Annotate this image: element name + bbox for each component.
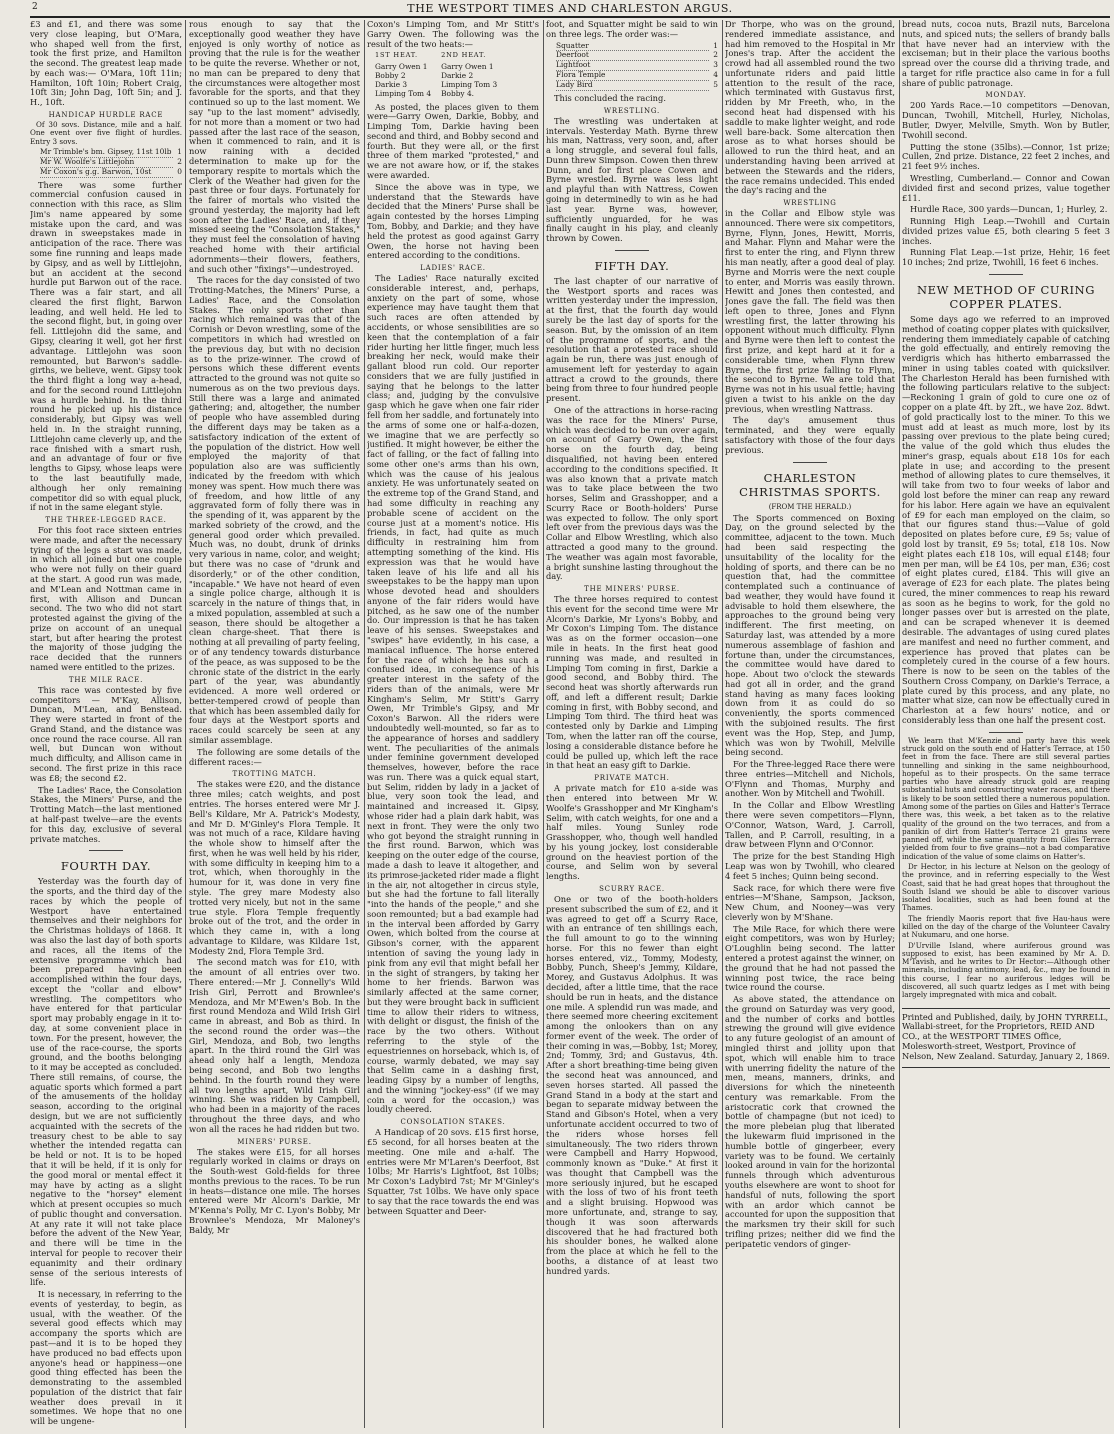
paragraph: The Ladies' Race, the Consolation Stakes, the Miners' Purse, and the Trotting Match—the last mentioned at half-past twelve—are the events for this day, exclusive of several private matches. <box>30 784 182 844</box>
paragraph: This concluded the racing. <box>554 92 666 103</box>
paragraph: A private match for £10 a-side was then entered into between Mr W. Woolfe's Grasshopper and Mr Kingham's Selim, with catch weights, for one and a half miles. Young Sunley rode Grasshopper, who, though well handled by his young jockey, lost considerable ground on the heaviest portion of the course, and Selim won by several lengths. <box>546 783 718 882</box>
paragraph: A Handicap of 20 sovs. £15 first horse, £5 second, for all horses beaten at the meeting. One mile and a-half. The entries were Mr M'Laren's Deerfoot, 8st 10lbs; Mr Harris's Lightfoot, 8st 10lbs; Mr Coxon's Ladybird 7st; Mr M'Ginley's Squatter, 7st 10lbs. We have only space to say that the race towards the end was between Squatter and Deer- <box>367 1127 539 1216</box>
paragraph: The Mile Race, for which there were eight competitors, was won by Hurley; O'Loughlin being second. The latter entered a protest against the winner, on the ground that he had not passed the winning post twice, the race being twice round the course. <box>725 923 895 993</box>
section-heading: CONSOLATION STAKES. <box>400 1118 506 1127</box>
paragraph: Since the above was in type, we understand that the Stewards have decided that the Miners' Purse shall be again contested by the horses Limping Tom, Bobby, and Darkie; and they have held the protest as good against Garry Owen, the horse not having been entered according to the conditions. <box>367 181 539 261</box>
paragraph: The Ladies' Race naturally excited considerable interest, and, perhaps, anxiety on the part of some, whose experience may have taught them that such races are often attended by accidents, or whose sensibilities are so keen that the contemplation of a fair rider hurting her little finger, much less breaking her neck, would make their gallant blood run cold. Our reporter considers that we are fully justified in saying that he belongs to the latter class; and, judging by the convulsive gasp which he gave when one fair rider fell from her saddle, and fortunately into the arms of some one or half-a-dozen, we imagine that we are perfectly so justified. It might however, be either the fact of falling, or the fact of falling into some other one's arms than his own, which was the cause of his jealous anxiety. He was unfortunately seated on the extreme top of the Grand Stand, and had some difficulty in reaching any probable scene of accident on the course just at a moment's notice. His friends, in fact, had quite as much difficulty in restraining him from attempting something of the kind. His expression was that he would have taken leave of his life and all his sweepstakes to be the happy man upon whose devoted head and shoulders anyone of the fair riders would have pitched, as he saw one of the number do. Our impression is that he has taken leave of his senses. Sweepstakes and "swipes" have evidently, in his case, a maniacal influence. The horse entered for the race of which he has such a confused idea, in consequence of his greater interest in the safety of the riders than of the animals, were Mr Kingham's Selim, Mr Stitt's Garry Owen, Mr Trimble's Gipsy, and Mr Coxon's Barwon. All the riders were undoubtedly well-mounted, so far as to the appearance of horses and saddlery went. The peculiarities of the animals under feminine government developed themselves, however, before the race was run. There was a quick equal start, but Selim, ridden by lady in a jacket of blue, very soon took the lead, and maintained and increased it. Gipsy, whose rider had a plain dark habit, was next in front. They were the only two who got beyond the straight running in the first round. Barwon, which was keeping on the outer edge of the course, made a dash to leave it altogether, and its primrose-jacketed rider made a flight in the air, not altogether in circus style, but she had the fortune to fall literally "into the hands of the people," and she soon remounted; but a bad example had in the interval been afforded by Garry Owen, which bolted from the course at Gibson's corner, with the apparent intention of saving the young lady in pink from any evil that might befall her in the sight of strangers, by taking her home to her friends. Barwon was similarly affected at the same corner, but they were brought back in sufficient time to allow their riders to witness, with delight or disgust, the finish of the race by the two others. Without referring to the style of the equestriennes on horseback, which is, of course, warmly debated, we may say that Selim came in a dashing first, leading Gipsy by a number of lengths, and the winning "jockey-ess" (if we may coin a word for the occasion,) was loudly cheered. <box>367 273 539 1115</box>
paragraph: £3 and £1, and there was some very close leaping, but O'Mara, who shaped well from the first, took the first prize, and Hamilton the second. The greatest leap made by each was:— O'Mara, 10ft 11in; Hamilton, 10ft 10in; Robert Craig, 10ft 3in; John Dag, 10ft 5in; and J. H., 10ft. <box>30 20 182 108</box>
result-row: Deerfoot 2 <box>556 50 718 60</box>
heat-header: 2ND HEAT. <box>441 51 487 60</box>
paragraph: The day's amusement thus terminated, and they were equally satisfactory with those of the four days previous. <box>725 415 895 455</box>
paragraph: As above stated, the attendance on the ground on Saturday was very good, and the number of corks and bottles strewing the ground will give evidence to any future geologist of an amount of mingled thirst and jollity upon that spot, which will enable him to trace with unerring fidelity the nature of the men, means, manners, drinks, and diversions for which the nineteenth century was remarkable. From the aristocratic cork that crowned the bottle of champagne (but not iced) to the more plebeian plug that liberated the lukewarm fluid imprisoned in the humble bottle of gingerbeer, every variety was to be found. We certainly looked around in vain for the horizontal funnels through which adventurous youths elsewhere are wont to shoot for handsful of nuts, following the sport with an ardor which cannot be accounted for upon the supposition that the marksmen try their skill for such trifling prizes; neither did we find the peripatetic vendors of ginger- <box>725 994 895 1249</box>
page-number: 2 <box>32 2 38 12</box>
paragraph: The Sports commenced on Boxing Day, on the ground selected by the committee, adjacent to the town. Much had been said respecting the unsuitability of the locality for the holding of sports, and there can be no question that, had the committee contemplated such a continuance of bad weather, they would have found it advisable to hold them elsewhere, the approaches to the ground being very indifferent. The first meeting, on Saturday last, was attended by a more numerous assemblage of fashion and fortune than, under the circumstances, the committee would have dared to hope. About two o'clock the stewards had got all in order, and the grand stand having as many faces looking down from it as could do so conveniently, the sports commenced with the subjoined results. The first event was the Hop, Step, and Jump, which was won by Twohill, Melville being second. <box>725 512 895 758</box>
article-heading: CHARLESTON CHRISTMAS SPORTS. <box>739 470 881 499</box>
divider <box>989 732 1023 733</box>
paragraph: The stakes were £20, and the distance three miles; catch weights, and post entries. The horses entered were Mr J. Bell's Kildare, Mr A. Patrick's Modesty, and Mr D. M'Ginley's Flora Temple. It was not much of a race, Kildare having the whole show to himself after the first, when he was well held by his rider, with some difficulty in keeping him to a trot, which, when thoroughly in the humour for it, was done in very fine style. The grey mare Modesty also trotted very nicely, but not in the same true style. Flora Temple frequently broke out of the trot, and the order in which they came in, with a long advantage to Kildare, was Kildare 1st, Modesty 2nd, Flora Temple 3rd. <box>189 779 360 956</box>
heat-header: 1ST HEAT. <box>375 51 418 60</box>
table-row: Darkie 3 Limping Tom 3 <box>375 80 498 90</box>
divider <box>989 274 1023 275</box>
column-rule <box>543 20 544 1428</box>
paragraph: This race was contested by five competitors — M'Kay, Allison, Duncan, M'Lean, and Benstead. They were started in front of the Grand Stand, and the distance was once round the race course. All ran well, but Duncan won without much difficulty, and Allison came in second. The first prize in this race was £8; the second £2. <box>30 684 182 783</box>
section-heading: LADIES' RACE. <box>420 264 486 273</box>
column-3 <box>367 20 539 1428</box>
article-heading: FIFTH DAY. <box>594 258 670 273</box>
section-heading: SCURRY RACE. <box>599 884 665 893</box>
article-heading: FOURTH DAY. <box>60 859 152 874</box>
column-6 <box>902 20 1110 1428</box>
paragraph: The stakes were £15, for all horses regularly worked in claims or drays on the South-west Gold-fields for three months previous to the races. To be run in heats—distance one mile. The horses entered were Mr Alcorn's Darkie, Mr M'Kenna's Polly, Mr C. Lyon's Bobby, Mr Brownlee's Mendoza, Mr Maloney's Baldy, Mr <box>189 1146 360 1235</box>
column-2 <box>189 20 360 1428</box>
news-item: D'Urville Island, where auriferous ground was supposed to exist, has been examined by Mr A. D. M'Tavish, and he writes to Dr Hector:—Although other minerals, including antimony, lead, &c., may be found in this course, I fear no auriferous ledges will be discovered, all such quartz ledges as I met with being largely impregnated with mica and cobalt. <box>902 940 1110 1000</box>
table-row: Limping Tom 4 Bobby 4. <box>375 89 475 99</box>
paragraph: bread nuts, cocoa nuts, Brazil nuts, Barcelona nuts, and spiced nuts; the sellers of brandy balls that have never had an interview with the exciseman; but in their place the various booths spread over the course did a thriving trade, and a target for rifle practice also came in for a full share of public patronage. <box>902 20 1110 88</box>
race-conditions: Of 30 sovs. Distance, mile and a half. One event over five flight of hurdles. Entry 3 sovs. <box>30 120 182 146</box>
column-rule <box>364 20 365 1428</box>
column-rule <box>899 20 900 1428</box>
paragraph: Coxon's Limping Tom, and Mr Stitt's Garry Owen. The following was the result of the two heats:— <box>367 20 539 49</box>
section-heading: HANDICAP HURDLE RACE <box>48 111 164 120</box>
table-row: Bobby 2 Darkie 2 <box>375 70 474 80</box>
imprint <box>902 1008 1110 1069</box>
table-row: Garry Owen 1 Garry Owen 1 <box>375 61 494 71</box>
section-heading: THE THREE-LEGGED RACE. <box>45 516 167 525</box>
results-list <box>556 42 718 91</box>
paragraph: As posted, the places given to them were—Garry Owen, Darkie, Bobby, and Limping Tom, Darkie having been second and third, and Bobby second and fourth. But they were all, or the first three of them marked "protested," and we are not aware how, or if, the stakes were awarded. <box>367 101 539 181</box>
masthead <box>30 0 1110 18</box>
section-heading: THE MINERS' PURSE. <box>584 585 680 594</box>
section-heading: THE MILE RACE. <box>68 675 144 684</box>
paragraph: It is necessary, in referring to the events of yesterday, to begin, as usual, with the weather. Of the several good effects which may accompany the sports which are past—and it is to be hoped they have produced no bad effects upon anyone's head or happiness—one good thing effected has been the demonstrating to the assembled population of the district that fair weather does prevail in it sometimes. We hope that no one will be ungene- <box>30 1289 182 1427</box>
result-row: Lightfoot 3 <box>556 60 718 70</box>
paragraph: rous enough to say that the exceptionally good weather they have enjoyed is only worthy of notice as proving that the rule is for the weather to be quite the reverse. Whether or not, no man can be prepared to deny that the circumstances were altogether most favorable for the sports, and that they continued so up to the last moment. We say "up to the last moment" advisedly, for not more than a moment or two had passed after the last race of the season, when it commenced to rain, and it is now raining with a decided determination to make up for the temporary respite to mortals which the Clerk of the Weather had given for the past three or four days. Fortunately for the fairer of mortals who visited the ground yesterday, the majority had left soon after the Ladies' Race, and, if they missed seeing the "Consolation Stakes," they must feel the consolation of having reached home with their artificial adornments—their flowers, feathers, and such other "fixings"—undestroyed. <box>189 20 360 274</box>
news-item: The friendly Maoris report that five Hau-haus were killed on the day of the charge of the Volunteer Cavalry at Nukumaru, and one horse. <box>902 913 1110 940</box>
paragraph: Running Flat Leap.—1st prize, Hehir, 16 feet 10 inches; 2nd prize, Twohill, 16 feet 6 inches. <box>902 247 1110 268</box>
paragraph: in the Collar and Elbow style was announced. There were six competitors, Byrne, Flynn, Jones, Hewitt, Morris, and Mahar. Flynn and Mahar were the first to enter the ring, and Flynn threw his man neatly, after a good deal of play. Byrne and Morris were the next couple to enter, and Morris was easily thrown. Hewitt and Jones then contested, and Jones gave the fall. The field was then left open to three, Jones and Flynn wrestling first, the latter throwing his opponent without much difficulty. Flynn and Byrne were then left to contest the first prize, and kept hard at it for a considerable time, when Flynn threw Byrne, the first prize falling to Flynn, the second to Byrne. We are told that Byrne was not in his usual fettle; having given a twist to his ankle on the day previous, when wrestling Nattrass. <box>725 208 895 414</box>
paragraph: The three horses required to contest this event for the second time were Mr Alcorn's Darkie, Mr Lyons's Bobby, and Mr Coxon's Limping Tom. The distance was as on the former occasion—one mile in heats. In the first heat good running was made, and resulted in Limping Tom coming in first, Darkie a good second, and Bobby third. The second heat was shortly afterwards run off, and left a different result; Darkie coming in first, with Bobby second, and Limping Tom third. The third heat was contested only by Darkie and Limping Tom, when the latter ran off the course, losing a considerable distance before he could be pulled up, which left the race in that heat an easy gift to Darkie. <box>546 594 718 771</box>
news-item: Dr Hector, in his lecture at Nelson on the geology of the province, and in referring especially to the West Coast, said that he had great hopes that throughout the South Island we should be able to discover various isolated localities, such as had been found at the Thames. <box>902 862 1110 913</box>
section-heading: PRIVATE MATCH. <box>594 774 670 783</box>
paragraph: In the Collar and Elbow Wrestling there were seven competitors—Flynn, O'Connor, Watson, Ward, J. Carroll, Tallen, and P. Carroll, resulting, in a draw between Flynn and O'Connor. <box>725 800 895 850</box>
section-heading: WRESTLING. <box>603 106 661 115</box>
paragraph: One or two of the booth-holders present subscribed the sum of £2, and it was agreed to get off a Scurry Race, with an entrance of ten shillings each, the full amount to go to the winning horse. For this no fewer than eight horses entered, viz., Tommy, Modesty, Bobby, Punch, Sheep's Jemmy, Kildare, Morey, and Gustavus Adolphus. It was decided, after a little time, that the race should be run in heats, and the distance one mile. A splendid run was made, and there seemed more cheering excitement among the onlookers than on any former event of the week. The order of their coming in was,—Bobby, 1st; Morey, 2nd; Tommy, 3rd; and Gustavus, 4th. After a short breathing-time being given the second heat was announced, and seven horses started. All passed the Grand Stand in a body at the start and began to separate midway between the Stand and Gibson's Hotel, when a very unfortunate accident occurred to two of the riders whose horses fell simultaneously. The two riders thrown were Campbell and Harry Hopwood, commonly known as "Duke." At first it was thought that Campbell was the more seriously injured, but he escaped with the loss of two of his front teeth and a slight bruising. Hopwood was more unfortunate, and, strange to say, though it was soon afterwards discovered that he had fractured both his shoulder bones, he walked alone from the place at which he fell to the booths, a distance of at least two hundred yards. <box>546 893 718 1276</box>
result-row: Mr Coxon's g.g. Barwon, 10st 0 <box>40 166 182 176</box>
paragraph: Wrestling, Cumberland.— Connor and Cowan divided first and second prizes, value together £11. <box>902 172 1110 203</box>
divider <box>615 250 649 251</box>
paragraph: The following are some details of the different races:— <box>189 746 360 767</box>
column-5 <box>725 20 895 1428</box>
article-source: (FROM THE HERALD.) <box>768 502 852 511</box>
section-heading: TROTTING MATCH. <box>232 770 317 779</box>
paragraph: Sack race, for which there were five entries—M'Shane, Sampson, Jackson, New Chum, and Nooney—was very cleverly won by M'Shane. <box>725 882 895 922</box>
paragraph: 200 Yards Race.—10 competitors —Denovan, Duncan, Twohill, Mitchell, Hurley, Nicholas, Butler, Dwyer, Melville, Smyth. Won by Butler, Twohill second. <box>902 100 1110 140</box>
result-row: Flora Temple 4 <box>556 70 718 80</box>
result-row: Mr W. Woolfe's Littlejohn 2 <box>40 156 182 166</box>
paragraph: Yesterday was the fourth day of the sports, and the third day of the races by which the people of Westport have entertained themselves and their neighbors for the Christmas holidays of 1868. It was also the last day of both sports and races, all the items of the extensive programme which had been prepared having been accomplished within the four days, except the "collar and elbow" wrestling. The competitors who have entered for that particular sport may probably engage in it to-day, at some convenient place in town. For the present, however, the use of the race-course, the sports ground, and the booths belonging to it may be accepted as concluded. There still remains, of course, the aquatic sports which formed a part of the amusements of the holiday season, according to the original design, but we are not sufficiently acquainted with the secrets of the treasury chest to be able to say whether the intended regatta can be held or not. It is to be hoped that it will be held, if it is only for the good moral or mental effect it may have by acting as a slight negative to the "horsey" element which at present occupies so much of public thought and conversation. At any rate it will not take place before the advent of the New Year, and there will be time in the interval for people to recover their equanimity and their ordinary sense of the serious interests of life. <box>30 876 182 1288</box>
result-row: Lady Bird 5 <box>556 80 718 90</box>
paragraph: For this foot race sixteen entries were made, and after the necessary tying of the legs a start was made, in which all joined but one couple who were not fully on their guard at the start. A good run was made, and M'Lean and Nottman came in first, with Allison and Duncan second. The two who did not start protested against the giving of the prize on account of an unequal start, but after hearing the protest the majority of those judging the race decided that the runners named were entitled to the prizes. <box>30 525 182 672</box>
paragraph: The races for the day consisted of two Trotting-Matches, the Miners' Purse, a Ladies' Race, and the Consolation Stakes. The only sports other than racing which remained was that of the Cornish or Devon wrestling, some of the competitors in which had wrestled on the previous day, but with no decision as to the prize-winner. The crowd of persons which these different events attracted to the ground was not quite so numerous as on the two previous days. Still there was a large and animated gathering; and, altogether, the number of people who have assembled during the different days may be taken as a satisfactory indication of the extent of the population of the district. How well employed the majority of that population also are was sufficiently indicated by the freedom with which money was spent. How much there was of freedom, and how little of any aggravated form of folly there was in the spending of it, was apparent by the marked sobriety of the crowd, and the general good order which prevailed. Much was, no doubt, drunk of drinks very various in name, color, and weight; but there was no case of "drunk and disorderly," or of the other condition, "incapable." We have not heard of even a single police charge, although it is scarcely in the nature of things that, in a mixed population, assembled at such a season, there should be altogether a clean charge-sheet. That there is nothing at all prevailing of party feeling, or of any tendency towards disturbance of the peace, as was supposed to be the chronic state of the district in the early part of the year, was abundantly evidenced. A more well ordered or better-tempered crowd of people than that which has been assembled daily for four days at the Westport sports and races could scarcely be seen at any similar assemblage. <box>189 275 360 746</box>
paragraph: Running High Leap.—Twohill and Curtain divided prizes value £5, both clearing 5 feet 3 inches. <box>902 216 1110 246</box>
section-heading: MONDAY. <box>985 91 1027 100</box>
paragraph: Hurdle Race, 300 yards—Duncan, 1; Hurley, 2. <box>910 204 1108 215</box>
results-list <box>40 148 182 178</box>
paragraph: There was some further commercial confusion caused in connection with this race, as Slim Jim's name appeared by some mistake upon the card, and was drawn in sweepstakes made in anticipation of the race. There was some fine running and leaps made by Gipsy, and as well by Littlejohn, but an accident at the second hurdle put Barwon out of the race. There was a fair start, and all cleared the first flight, Barwon leading, and well held. He led to the second flight, but, in going over fell. Littlejohn did the same, and Gipsy, clearing it well, got her first advantage. Littlejohn was soon remounted, but Barwon's saddle-girths, we believe, went. Gipsy took the third flight a long way a-head, and for the second round Littlejohn was a hurdle behind. In the third round he picked up his distance considerably, but Gipsy was well held in. In the straight running, Littlejohn came cleverly up, and the race finished with a smart rush, and an advantage of four or five lengths to Gipsy, whose leaps were to the last beautifully made, although her only remaining competitor did so with equal pluck, if not in the same elegant style. <box>30 179 182 513</box>
paragraph: The prize for the best Standing High Leap was won by Twohill, who cleared 4 feet 5 inches; Quinn being second. <box>725 851 895 881</box>
news-item: We learn that M'Kenzie and party have this week struck gold on the south end of Hatter's Terrace, at 150 feet in from the face. There are still several parties tunnelling and sinking in the same neighbourhood, hopeful as to their prospects. On the same terrace parties who have already struck gold are reaping substantial huts and constructing water races, and there is likely to be soon settled there a numerous population. Among some of the parties on Giles and Hatter's Terrace there was, this week, a bet taken as to the relative quality of the ground on the two terraces, and from a panikin of dirt from Hatter's Terrace 21 grains were panned off, while the same quantity from Giles Terrace yielded from four to five grains—not a bad comparative indication of the value of some claims on Hatter's. <box>902 735 1110 861</box>
imprint-text: Printed and Published, daily, by JOHN TYRRELL, Wallabi-street, for the Proprietors, REID AND CO., at the WESTPORT TIMES Office, Molesworth-street, Westport, Province of Nelson, New Zealand. Saturday, January 2, 1869. <box>902 1011 1110 1061</box>
section-heading: MINERS' PURSE. <box>237 1137 312 1146</box>
paragraph: One of the attractions in horse-racing was the race for the Miners' Purse, which was decided to be run over again, on account of Garry Owen, the first horse on the fourth day, being disqualified, not having been entered according to the conditions specified. It was also known that a private match was to take place between the two horses, Selim and Grasshopper, and a Scurry Race or Booth-holders' Purse was expected to follow. The only sport left over from the previous days was the Collar and Elbow Wrestling, which also attracted a good many to the ground. The weather was again most favorable, a bright sunshine lasting throughout the day. <box>546 405 718 582</box>
paragraph: The wrestling was undertaken at intervals. Yesterday Math. Byrne threw his man, Nattrass, very soon, and, after a long struggle, and several foul falls, Dunn threw Simpson. Cowen then threw Dunn, and for first place Cowen and Byrne wrestled. Byrne was less light and playful than with Nattress, Cowen going in determinedly to win as he had last year. Byrne was, however, sufficiently unguarded, for he was finally caught in his play, and cleanly thrown by Cowen. <box>546 115 718 244</box>
heats-table <box>375 51 539 98</box>
divider <box>793 462 827 463</box>
result-row: Squatter 1 <box>556 40 718 50</box>
divider <box>89 850 123 851</box>
paragraph: Dr Thorpe, who was on the ground, rendered immediate assistance, and had him removed to the Hospital in Mr Jones's trap. After the accident the crowd had all assembled round the two unfortunate riders and paid little attention to the result of the race, which terminated with Gustavus first, ridden by Mr Freeth, who, in the second heat had dispensed with his saddle to make lighter weight, and rode well bare-back. Some altercation then arose as to what horses should be allowed to run the third heat, and an understanding having been arrived at between the Stewards and the riders, the race remains undecided. This ended the day's racing and the <box>725 20 895 196</box>
paragraph: foot, and Squatter might be said to win on three legs. The order was:— <box>546 20 718 39</box>
paragraph: Some days ago we referred to an improved method of coating copper plates with quicksilver, rendering them immediately capable of catching the gold effectually, and entirely removing the verdigris which has hitherto embarrassed the miner in using tables coated with quicksilver. The Charleston Herald has been furnished with the following particulars relative to the subject:—Reckoning 1 grain of gold to cure one oz of copper on a plate 4ft. by 2ft., we have 2oz. 8dwt. of gold practically lost to the miner. To this we must add at least as much more, lost by its passing over previous to the plate being cured; the value of the gold which thus eludes the miner's grasp, equals about £18 10s for each plate in use; and according to the present method of allowing plates to cure themselves, it will take from two to four weeks of labor and gold lost before the miner can reap any reward for his labor. Here again we have an equivalent of £9 for each man employed on the claim, so that our figures stand thus:—Value of gold deposited on plates before cure, £9 5s; value of gold lost by transit, £9 5s; total, £18 10s. Now eight plates each £18 10s, will equal £148; four men per man, will be £4 10s, per man, £36; cost of eight plates cured, £184. This will give an average of £23 for each plate. The plates being cured, the miner commences to reap his reward as soon as he begins to work, for the gold no longer passes over but is arrested on the plate, and can be scraped whenever it is deemed desirable. The advantages of using cured plates are manifest and need no further comment, and experience has proved that plates can be completely cured in the course of a few hours. There is now to be seen on the tables of the Southern Cross Company, on Darkie's Terrace, a plate cured by this process, and any plate, no matter what size, can now be effectually cured in Charleston at a few hours' notice, and or considerably less than one half the present cost. <box>902 313 1110 725</box>
column-rule <box>722 20 723 1428</box>
newspaper-title: THE WESTPORT TIMES AND CHARLESTON ARGUS. <box>407 2 733 15</box>
section-heading: WRESTLING <box>783 199 837 208</box>
article-heading: NEW METHOD OF CURING COPPER PLATES. <box>916 282 1096 311</box>
paragraph: The last chapter of our narrative of the Westport sports and races was written yesterday under the impression, at the first, that the fourth day would surely be the last day of sports for the season. But, by the omission of an item of the programme of sports, and the resolution that a protested race should again be run, there was just enough of amusement left for yesterday to again attract a crowd to the grounds, there being from three to four hundred people present. <box>546 275 718 404</box>
column-rule <box>185 20 186 1428</box>
result-row: Mr Trimble's bm. Gipsey, 11st 10lb 1 <box>40 146 182 156</box>
paragraph: Putting the stone (35lbs).—Connor, 1st prize; Cullen, 2nd prize. Distance, 22 feet 2 inches, and 21 feet 9½ inches. <box>902 141 1110 172</box>
paragraph: For the Three-legged Race there were three entries—Mitchell and Nichols, O'Flynn and Thomas, Murphy and another. Won by Mitchell and Twohill. <box>725 759 895 799</box>
paragraph: The second match was for £10, with the amount of all entries over two. There entered:—Mr J. Connelly's Wild Irish Girl, Perrott and Brownlee's Mendoza, and Mr M'Ewen's Bob. In the first round Mendoza and Wild Irish Girl came in abreast, and Bob as third. In the second round the order was—the Girl, Mendoza, and Bob, two lengths apart. In the third round the Girl was ahead only half a length, Mendoza being second, and Bob two lengths behind. In the fourth round they were all two lengths apart, Wild Irish Girl winning. She was ridden by Campbell, who had been in a majority of the races throughout the three days, and who won all the races he had ridden but two. <box>189 957 360 1134</box>
column-1 <box>30 20 182 1428</box>
column-4 <box>546 20 718 1428</box>
